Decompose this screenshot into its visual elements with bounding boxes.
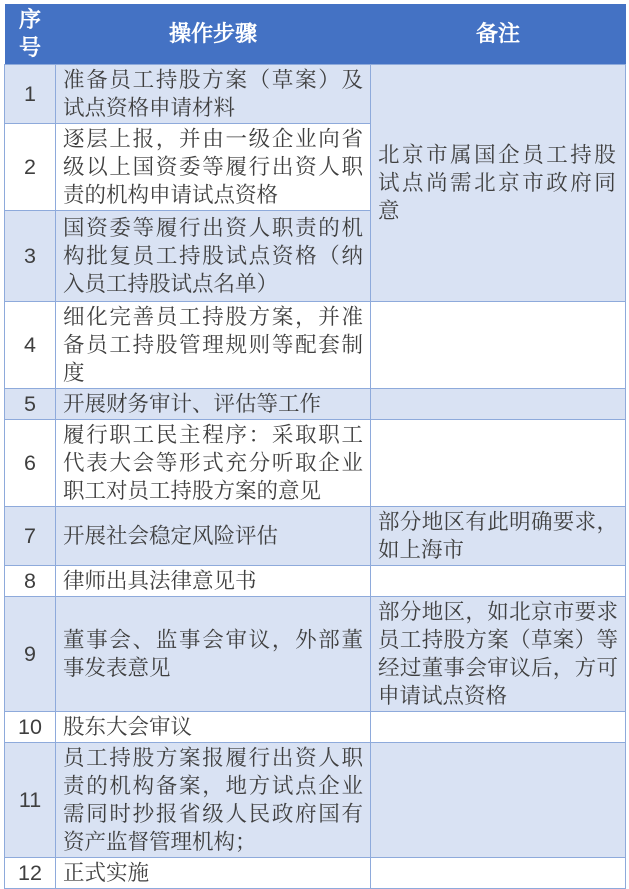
header-row <box>5 4 626 65</box>
column-header-remarks: 备注 <box>371 4 626 65</box>
step-cell: 员工持股方案报履行出资人职责的机构备案，地方试点企业需同时抄报省级人民政府国有资产监督管理机构； <box>56 743 371 858</box>
row-number-cell: 1 <box>5 65 56 124</box>
operation-steps-table <box>4 4 626 889</box>
note-cell <box>371 389 626 420</box>
step-cell: 开展财务审计、评估等工作 <box>56 389 371 420</box>
row-number-cell: 6 <box>5 420 56 507</box>
table-row <box>5 712 626 743</box>
row-number-cell: 5 <box>5 389 56 420</box>
row-number-cell: 8 <box>5 566 56 597</box>
step-cell: 董事会、监事会审议，外部董事发表意见 <box>56 597 371 712</box>
table-body <box>5 65 626 889</box>
note-cell: 部分地区，如北京市要求员工持股方案（草案）等经过董事会审议后，方可申请试点资格 <box>371 597 626 712</box>
table-row <box>5 420 626 507</box>
step-cell: 股东大会审议 <box>56 712 371 743</box>
note-cell <box>371 743 626 858</box>
row-number-cell: 7 <box>5 507 56 566</box>
row-number-cell: 11 <box>5 743 56 858</box>
table-row <box>5 858 626 889</box>
step-cell: 国资委等履行出资人职责的机构批复员工持股试点资格（纳入员工持股试点名单） <box>56 211 371 302</box>
table-row <box>5 302 626 389</box>
row-number-cell: 2 <box>5 124 56 211</box>
note-cell <box>371 302 626 389</box>
table-row <box>5 743 626 858</box>
note-cell <box>371 566 626 597</box>
note-cell-merged-rows-1-3: 北京市属国企员工持股试点尚需北京市政府同意 <box>371 65 626 302</box>
note-cell <box>371 712 626 743</box>
step-cell: 准备员工持股方案（草案）及试点资格申请材料 <box>56 65 371 124</box>
step-cell: 细化完善员工持股方案，并准备员工持股管理规则等配套制度 <box>56 302 371 389</box>
table-row <box>5 507 626 566</box>
table-row <box>5 65 626 124</box>
note-cell: 部分地区有此明确要求，如上海市 <box>371 507 626 566</box>
row-number-cell: 10 <box>5 712 56 743</box>
table-row <box>5 389 626 420</box>
row-number-cell: 3 <box>5 211 56 302</box>
table-row <box>5 597 626 712</box>
step-cell: 逐层上报，并由一级企业向省级以上国资委等履行出资人职责的机构申请试点资格 <box>56 124 371 211</box>
column-header-serial-number: 序号 <box>5 4 56 65</box>
step-cell: 开展社会稳定风险评估 <box>56 507 371 566</box>
step-cell: 履行职工民主程序：采取职工代表大会等形式充分听取企业职工对员工持股方案的意见 <box>56 420 371 507</box>
table-header <box>5 4 626 65</box>
row-number-cell: 9 <box>5 597 56 712</box>
note-cell <box>371 858 626 889</box>
table-row <box>5 566 626 597</box>
row-number-cell: 12 <box>5 858 56 889</box>
step-cell: 正式实施 <box>56 858 371 889</box>
step-cell: 律师出具法律意见书 <box>56 566 371 597</box>
row-number-cell: 4 <box>5 302 56 389</box>
note-cell <box>371 420 626 507</box>
column-header-operation-steps: 操作步骤 <box>56 4 371 65</box>
